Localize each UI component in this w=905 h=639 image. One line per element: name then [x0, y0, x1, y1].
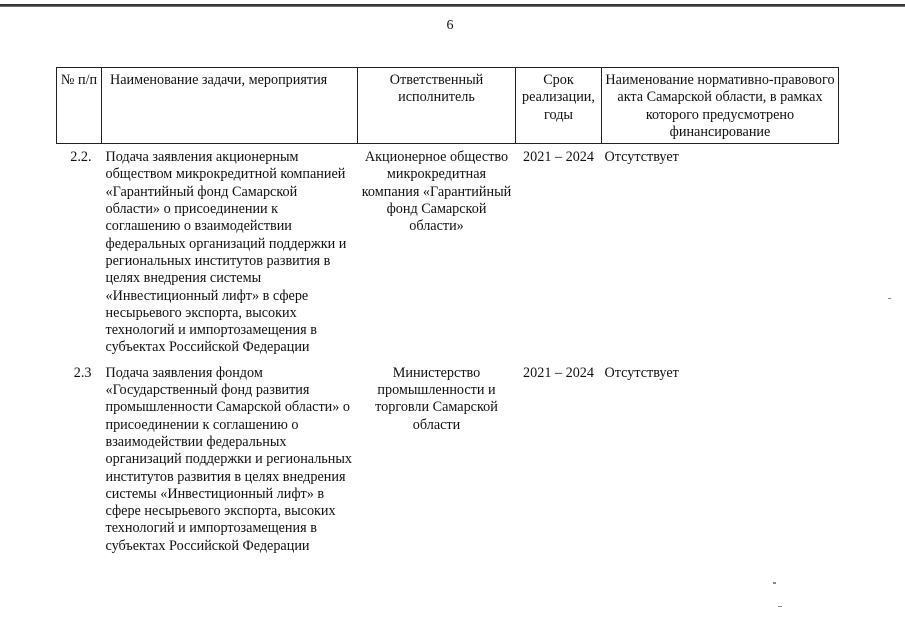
measures-table [56, 67, 839, 555]
row-number: 2.2. [70, 149, 92, 166]
header-task: Наименование задачи, мероприятия [102, 68, 358, 144]
table-row [57, 144, 839, 357]
header-number: № п/п [57, 68, 102, 144]
table-row [57, 357, 839, 555]
header-responsible: Ответственный исполнитель [358, 68, 516, 144]
header-term: Срок реализации, годы [516, 68, 602, 144]
scan-edge-line [0, 4, 905, 7]
row-responsible: Акционерное общество микрокредитная компания «Гарантийный фонд Самарской области» [361, 149, 512, 235]
scan-speck [888, 298, 891, 299]
row-term: 2021 – 2024 [523, 149, 594, 166]
row-responsible: Министерство промышленности и торговли Самарской области [375, 364, 498, 433]
scan-speck [773, 582, 776, 584]
row-number: 2.3 [73, 364, 92, 381]
row-task: Подача заявления фондом «Государственный фонд развития промышленности Самарской области» о присоединении к соглашению о взаимодействии федеральных организаций поддержки и региональных институтов развития в целях внедрения системы «Инвестиционный лифт» в сфере несырьевого экспорта, высоких технологий и импортозамещения в субъектах Российской Федерации [105, 364, 352, 554]
header-legal-act: Наименование нормативно-правового акта Самарской области, в рамках которого предусмотрено финансирование [602, 68, 839, 144]
row-legal-act: Отсутствует [604, 149, 679, 166]
row-legal-act: Отсутствует [604, 364, 679, 381]
scan-speck [778, 606, 782, 607]
page-number: 6 [446, 18, 454, 33]
row-term: 2021 – 2024 [523, 364, 594, 381]
table-header-row [57, 68, 839, 144]
row-task: Подача заявления акционерным обществом микрокредитной компанией «Гарантийный фонд Самарской области» о присоединении к соглашению о взаимодействии федеральных организаций поддержки и региональных институтов развития в целях внедрения системы «Инвестиционный лифт» в сфере несырьевого экспорта, высоких технологий и импортозамещения в субъектах Российской Федерации [105, 149, 347, 356]
